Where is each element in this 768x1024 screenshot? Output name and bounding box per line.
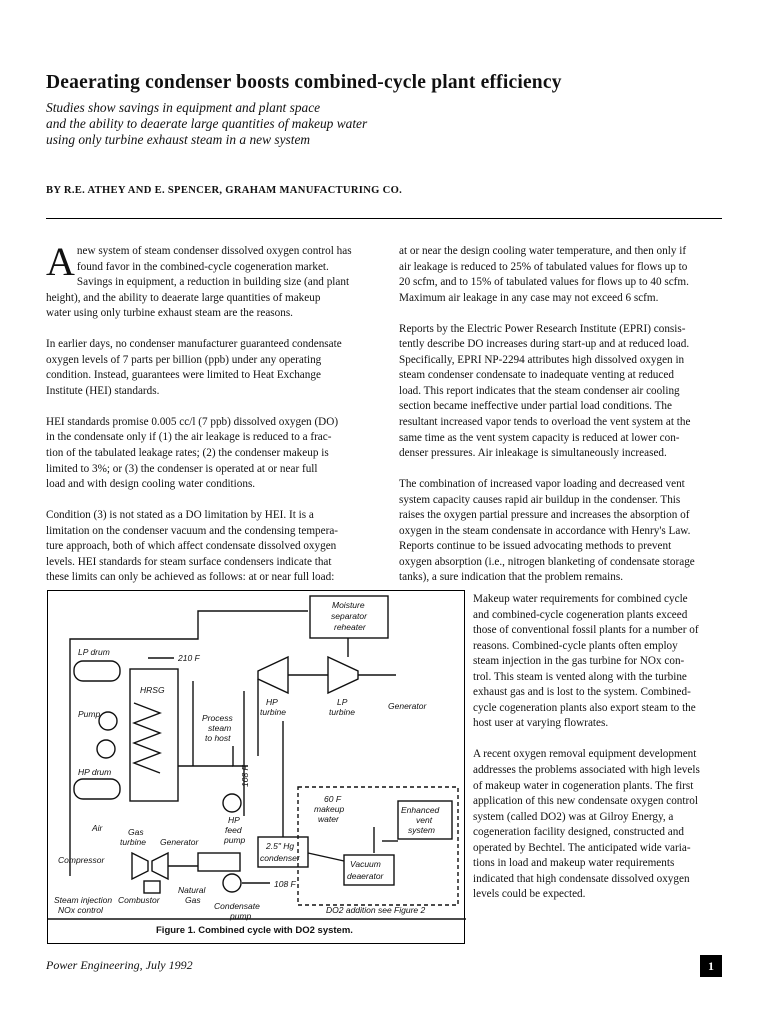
- natural-label: Natural: [178, 885, 206, 895]
- text-line: The combination of increased vapor loading and decreased vent: [399, 478, 685, 491]
- lp-drum-label: LP drum: [78, 647, 110, 657]
- article-title: Deaerating condenser boosts combined-cycle plant efficiency: [46, 72, 562, 93]
- reheater-label: reheater: [334, 622, 366, 632]
- lp-drum-vessel: [74, 661, 120, 681]
- process-steam-line: [233, 746, 248, 766]
- text-line: exhaust gas and is lost to the system. Combined-: [473, 686, 691, 699]
- turbine-label: turbine: [120, 837, 146, 847]
- text-line: load. This report indicates that the steam condenser air cooling: [399, 384, 680, 397]
- left-column: [46, 239, 376, 601]
- paragraph: [46, 239, 376, 322]
- separator-label: separator: [331, 611, 367, 621]
- text-line: levels. HEI standards for steam surface condensers indicate that: [46, 555, 332, 568]
- condensate-label: Condensate: [214, 901, 260, 911]
- water-label: water: [318, 814, 339, 824]
- hrsg-coil: [134, 703, 160, 773]
- text-line: Savings in equipment, a reduction in building size (and plant: [76, 276, 350, 289]
- moisture-label: Moisture: [332, 600, 365, 610]
- text-line: levels could be expected.: [473, 888, 586, 901]
- text-line: addresses the problems associated with high levels: [473, 763, 700, 776]
- text-line: A recent oxygen removal equipment development: [473, 748, 697, 761]
- hp-drum-label: HP drum: [78, 767, 112, 777]
- temp-108-label: 108 F: [274, 879, 296, 889]
- paragraph: [46, 508, 376, 586]
- lp-turbine-shape: [328, 657, 358, 693]
- hp-turbine-shape: [258, 657, 288, 693]
- text-line: Makeup water requirements for combined cycle: [473, 593, 688, 605]
- text-line: limitation on the condenser vacuum and the condensing tempera-: [46, 524, 339, 537]
- text-line: condition. Instead, guarantees were limited to Heat Exchange: [46, 369, 321, 382]
- text-line: tions in load and makeup water requirements: [473, 857, 675, 870]
- paragraph: [399, 322, 729, 462]
- text-line: indicated that high condensate dissolved oxygen: [473, 872, 690, 885]
- text-line: load and with design cooling water conditions.: [46, 478, 256, 491]
- text-line: height), and the ability to deaerate large quantities of makeup: [46, 291, 321, 304]
- temp-108-vertical: 108 F: [240, 765, 250, 787]
- text-line: resultant increased vapor tends to overload the vent system at the: [399, 415, 691, 428]
- text-line: application of this new condensate oxygen control: [473, 795, 698, 808]
- makeup-label: makeup: [314, 804, 345, 814]
- text-line: system (called DO2) was at Gilroy Energy, a: [473, 810, 674, 823]
- steam-label: steam: [208, 723, 232, 733]
- generator-top-label: Generator: [388, 701, 427, 711]
- compressor-label: Compressor: [58, 855, 105, 865]
- text-line: Reports by the Electric Power Research Institute (EPRI) consis-: [399, 322, 686, 335]
- hp-feed-pump-symbol: [223, 794, 241, 812]
- text-line: operated by Bechtel. The anticipated wide varia-: [473, 841, 691, 854]
- subtitle-line: and the ability to deaerate large quantities of makeup water: [46, 116, 368, 131]
- air-label: Air: [92, 823, 103, 833]
- text-line: cogeneration facility designed, constructed and: [473, 826, 684, 839]
- right-column: [399, 244, 729, 601]
- gas-turbine-shape: [152, 853, 168, 879]
- text-line: in the condensate only if (1) the air leakage is reduced to a frac-: [46, 431, 332, 444]
- text-line: water using only turbine exhaust steam are the reasons.: [46, 307, 293, 320]
- text-line: and combined-cycle cogeneration plants exceed: [473, 608, 688, 621]
- text-line: reasons. Combined-cycle plants often employ: [473, 639, 678, 652]
- text-line: Condition (3) is not stated as a DO limitation by HEI. It is a: [46, 509, 314, 522]
- text-line: ture approach, both of which affect condensate dissolved oxygen: [46, 540, 337, 553]
- text-line: oxygen levels of 7 parts per billion (ppb) under any operating: [46, 353, 322, 366]
- generator-bottom-label: Generator: [160, 837, 199, 847]
- enhanced-label: Enhanced: [401, 805, 440, 815]
- text-line: Maximum air leakage in any case may not exceed 6 scfm.: [399, 291, 659, 304]
- text-line: system capacity causes rapid air buildup in the condenser. This: [399, 493, 681, 506]
- text-line: Reports continue to be issued advocating methods to prevent: [399, 540, 672, 553]
- hp-feed-label: HP: [228, 815, 240, 825]
- paragraph: [473, 747, 728, 902]
- text-line: oxygen in the steam condensate in accordance with Henry's Law.: [399, 524, 691, 537]
- pump-symbol-2: [97, 740, 115, 758]
- text-line: HEI standards promise 0.005 cc/l (7 ppb) dissolved oxygen (DO): [46, 415, 339, 428]
- temp-210-label: 210 F: [178, 653, 200, 663]
- deaerator-label: deaerator: [347, 871, 384, 881]
- text-line: trol. This steam is vented along with the turbine: [473, 670, 687, 683]
- text-line: section became ineffective under partial load conditions. The: [399, 400, 672, 413]
- hp-turbine-label: HP: [266, 697, 278, 707]
- compressor-shape: [132, 853, 148, 879]
- system-label: system: [408, 825, 435, 835]
- text-line: found favor in the combined-cycle cogeneration market.: [76, 260, 329, 273]
- text-line: air leakage is reduced to 25% of tabulated values for flows up to: [399, 260, 688, 273]
- paragraph: [399, 477, 729, 586]
- text-line: cycle cogeneration plants also export steam to the: [473, 701, 696, 714]
- gas-label-2: Gas: [185, 895, 201, 905]
- combustor-box: [144, 881, 160, 893]
- gas-label: Gas: [128, 827, 144, 837]
- text-line: tently describe DO increases during start-up and at reduced load.: [399, 338, 690, 351]
- steam-injection-label: Steam injection: [54, 895, 113, 905]
- drop-cap: A: [46, 239, 75, 284]
- text-line: Institute (HEI) standards.: [46, 384, 160, 397]
- text-line: new system of steam condenser dissolved oxygen control has: [76, 245, 352, 257]
- text-line: same time as the vent system capacity is reduced at lower con-: [399, 431, 680, 444]
- to-host-label: to host: [205, 733, 231, 743]
- nox-control-label: NOx control: [58, 905, 103, 915]
- page-number: 1: [700, 955, 722, 977]
- figure-1: [47, 590, 465, 944]
- text-line: tanks), a sure indication that the problem remains.: [399, 571, 623, 584]
- text-line: In earlier days, no condenser manufacturer guaranteed condensate: [46, 338, 342, 351]
- hg-label: 2.5" Hg: [266, 841, 295, 851]
- vacuum-label: Vacuum: [350, 859, 381, 869]
- text-line: host user at varying flowrates.: [473, 717, 609, 730]
- condenser-to-deaerator: [308, 853, 344, 861]
- text-line: at or near the design cooling water temperature, and then only if: [399, 245, 687, 257]
- do2-note: DO2 addition see Figure 2: [326, 905, 426, 915]
- lp-turbine-label: LP: [337, 697, 348, 707]
- hp-turbine-label-2: turbine: [260, 707, 286, 717]
- condenser-label: condenser: [260, 853, 300, 863]
- vent-label: vent: [416, 815, 433, 825]
- side-column: [473, 592, 728, 918]
- combustor-label: Combustor: [118, 895, 160, 905]
- text-line: those of conventional fossil plants for a number of: [473, 624, 699, 637]
- pump-label-2: pump: [224, 835, 246, 845]
- divider-rule: [46, 218, 722, 219]
- hp-drum-vessel: [74, 779, 120, 799]
- process-label: Process: [202, 713, 233, 723]
- paragraph: [46, 337, 376, 399]
- text-line: limited to 3%; or (3) the condenser is operated at or near full: [46, 462, 318, 475]
- condensate-pump-symbol: [223, 874, 241, 892]
- byline: BY R.E. ATHEY AND E. SPENCER, GRAHAM MANUFACTURING CO.: [46, 185, 403, 196]
- text-line: oxygen absorption (i.e., nitrogen blanketing of condensate storage: [399, 555, 695, 568]
- text-line: steam condenser condensate to inadequate venting at reduced: [399, 369, 674, 382]
- text-line: Specifically, EPRI NP-2294 attributes high dissolved oxygen in: [399, 353, 685, 366]
- subtitle-line: Studies show savings in equipment and plant space: [46, 100, 321, 115]
- pump-label: Pump: [78, 709, 101, 719]
- gt-generator-box: [198, 853, 240, 871]
- condensate-pump-label: pump: [230, 911, 252, 921]
- paragraph: [46, 415, 376, 493]
- paragraph: [399, 244, 729, 306]
- hrsg-label: HRSG: [140, 685, 165, 695]
- makeup-60f: 60 F: [324, 794, 342, 804]
- text-line: tion of the tabulated leakage rates; (2) the condenser makeup is: [46, 447, 329, 460]
- text-line: these limits can only be achieved as follows: at or near full load:: [46, 571, 335, 584]
- text-line: of makeup water in cogeneration plants. The first: [473, 779, 694, 792]
- text-line: raises the oxygen partial pressure and increases the absorption of: [399, 509, 690, 522]
- footer-source: Power Engineering, July 1992: [46, 958, 193, 972]
- text-line: 20 scfm, and to 15% of tabulated values for flows up to 40 scfm.: [399, 276, 689, 289]
- text-line: denser pressures. Air inleakage is simultaneously increased.: [399, 447, 667, 460]
- pump-symbol: [99, 712, 117, 730]
- text-line: steam injection in the gas turbine for NOx con-: [473, 655, 685, 668]
- article-subtitle: [46, 100, 566, 148]
- lp-turbine-label-2: turbine: [329, 707, 355, 717]
- cycle-diagram: [48, 591, 466, 945]
- figure-caption: Figure 1. Combined cycle with DO2 system.: [156, 925, 353, 936]
- feed-label: feed: [225, 825, 242, 835]
- paragraph: [473, 592, 728, 732]
- subtitle-line: using only turbine exhaust steam in a new system: [46, 132, 311, 147]
